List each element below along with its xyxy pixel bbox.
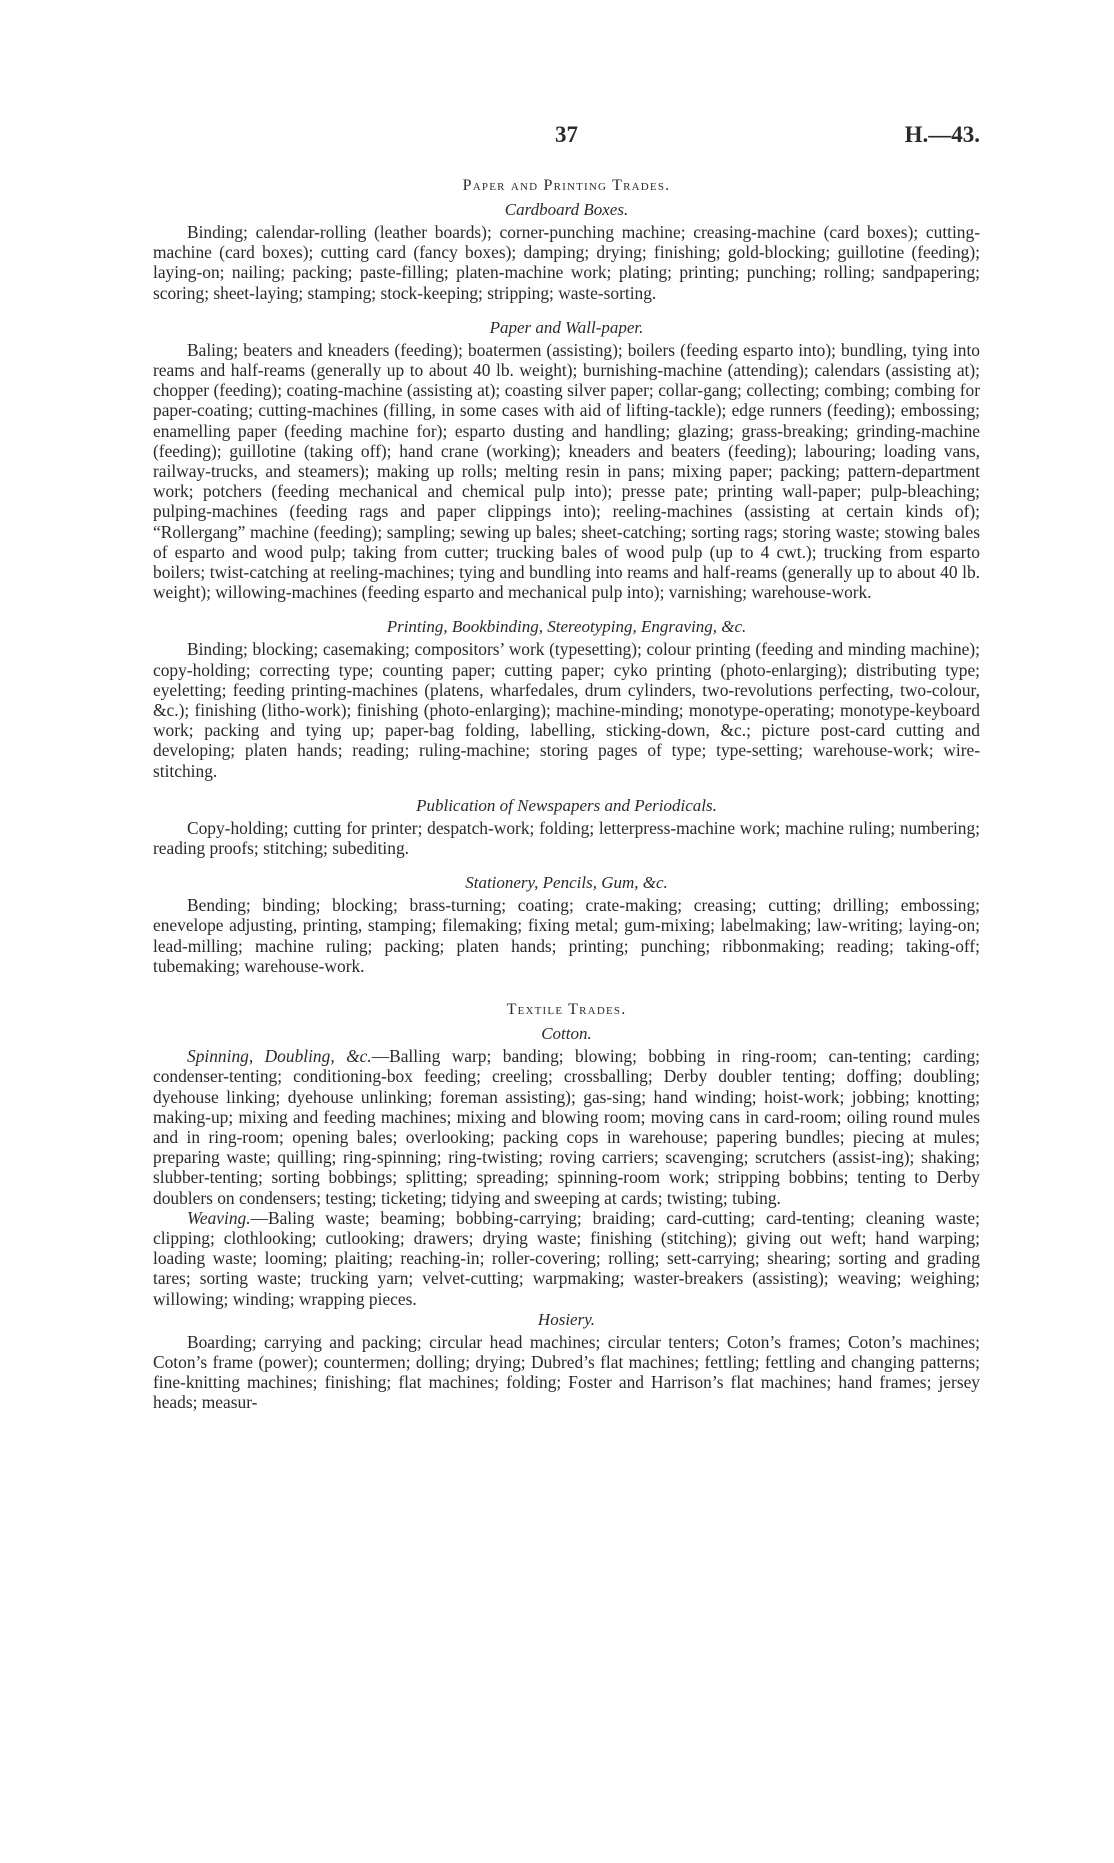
lead-weaving: Weaving. [187, 1207, 251, 1228]
paragraph-cotton-spinning [153, 1046, 980, 1208]
subheading-cardboard: Cardboard Boxes. [504, 200, 629, 219]
lead-spinning: Spinning, Doubling, &c. [187, 1046, 372, 1067]
page-number: 37 [555, 122, 578, 147]
subheading-newspapers: Publication of Newspapers and Periodicals. [416, 795, 717, 815]
page-header [153, 122, 980, 154]
document-reference: H.—43. [904, 122, 980, 147]
paragraph-cotton-weaving [153, 1208, 980, 1309]
page-content [153, 176, 980, 1413]
paragraph-printing: Binding; blocking; casemaking; compositors’ work (typesetting); colour printing (feeding and minding machine); copy-holding; correcting type; counting paper; cutting paper; cyko printing (photo-enlarging); distributing type; eyeletting; feeding printing-machines (platens, wharfedales, drum cylinders, two-revolutions perfecting, two-colour, &c.); finishing (litho-work); finishing (photo-enlarging); machine-minding; monotype-operating; monotype-keyboard work; packing and tying up; paper-bag folding, labelling, sticking-down, &c.; picture post-card cutting and developing; platen hands; reading; ruling-machine; storing pages of type; type-setting; warehouse-work; wire-stitching. [153, 639, 980, 781]
subheading-cotton: Cotton. [541, 1024, 592, 1044]
paragraph-wallpaper: Baling; beaters and kneaders (feeding); boatermen (assisting); boilers (feeding esparto into); bundling, tying into reams and half-reams (generally up to about 40 lb. weight); burnishing-machine (attending); calendars (assisting at); chopper (feeding); coating-machine (assisting at); coasting silver paper; collar-gang; collecting; combing; combing for paper-coating; cutting-machines (filling, in some cases with aid of lifting-tackle); edge runners (feeding); embossing; enamelling paper (feeding machine for); esparto dusting and handling; glazing; grass-breaking; grinding-machine (feeding); guillotine (taking off); hand crane (working); kneaders and beaters (feeding); labouring; loading vans, railway-trucks, and steamers); making up rolls; melting resin in pans; mixing paper; packing; pattern-department work; potchers (feeding mechanical and chemical pulp into); presse pate; printing wall-paper; pulp-bleaching; pulping-machines (feeding rags and paper clippings into); reeling-machines (assisting at certain kinds of); “Rollergang” machine (feeding); sampling; sewing up bales; sheet-catching; sorting rags; storing waste; stowing bales of esparto and wood pulp; taking from cutter; trucking bales of wood pulp (up to 4 cwt.); trucking from esparto boilers; twist-catching at reeling-machines; tying and bundling into reams and half-reams (generally up to about 40 lb. weight); willowing-machines (feeding esparto and mechanical pulp into); varnishing; warehouse-work. [153, 339, 980, 603]
text-spinning: —Balling warp; banding; blowing; bobbing in ring-room; can-tenting; carding; condenser-tenting; conditioning-box feeding; creeling; crossballing; Derby doubler tenting; doffing; doubling; dyehouse linking; dyehouse unlinking; foreman assisting); gas-sing; hand winding; hoist-work; jobbing; knotting; making-up; mixing and feeding machines; mixing and blowing room; moving cans in card-room; oiling round mules and in ring-room; opening bales; overlooking; packing cops in warehouse; papering bundles; piecing at mules; preparing waste; quilling; ring-spinning; ring-twisting; roving carriers; scavenging; scrutchers (assist-ing); shaking; slubber-tenting; sorting bobbings; splitting; spreading; spinning-room work; stripping bobbins; tenting to Derby doublers on condensers; testing; ticketing; tidying and sweeping at cards; twisting; tubing. [153, 1046, 980, 1208]
subheading-printing: Printing, Bookbinding, Stereotyping, Engraving, &c. [386, 617, 747, 637]
section-title-textile: Textile Trades. [506, 1001, 627, 1019]
paragraph-stationery: Bending; binding; blocking; brass-turning; coating; crate-making; creasing; cutting; drilling; embossing; enevelope adjusting, printing, stamping; filemaking; fixing metal; gum-mixing; labelmaking; law-writing; laying-on; lead-milling; machine ruling; packing; platen hands; printing; punching; ribbonmaking; reading; taking-off; tubemaking; warehouse-work. [153, 895, 980, 976]
paragraph-hosiery: Boarding; carrying and packing; circular head machines; circular tenters; Coton’s frames; Coton’s machines; Coton’s frame (power); countermen; dolling; drying; Dubred’s flat machines; fettling; fettling and changing patterns; fine-knitting machines; finishing; flat machines; folding; Foster and Harrison’s flat machines; hand frames; jersey heads; measur- [153, 1331, 980, 1413]
paragraph-cardboard: Binding; calendar-rolling (leather boards); corner-punching machine; creasing-machine (card boxes); cutting-machine (card boxes); cutting card (fancy boxes); damping; drying; finishing; gold-blocking; guillotine (feeding); laying-on; nailing; packing; paste-filling; platen-machine work; plating; printing; punching; rolling; sandpapering; scoring; sheet-laying; stamping; stock-keeping; stripping; waste-sorting. [153, 222, 980, 303]
subheading-stationery: Stationery, Pencils, Gum, &c. [465, 873, 668, 893]
section-title-paper: Paper and Printing Trades. [462, 177, 671, 194]
text-weaving: —Baling waste; beaming; bobbing-carrying; braiding; card-cutting; card-tenting; cleaning waste; clipping; clothlooking; cutlooking; drawers; drying waste; finishing (stitching); giving out weft; hand warping; loading waste; looming; plaiting; reaching-in; roller-covering; rolling; sett-carrying; shearing; sorting and grading tares; sorting waste; trucking yarn; velvet-cutting; warpmaking; waster-breakers (assisting); weaving; weighing; willowing; winding; wrapping pieces. [153, 1207, 980, 1309]
paragraph-newspapers: Copy-holding; cutting for printer; despatch-work; folding; letterpress-machine work; machine ruling; numbering; reading proofs; stitching; subediting. [153, 817, 980, 859]
subheading-wallpaper: Paper and Wall-paper. [489, 317, 644, 337]
subheading-hosiery: Hosiery. [537, 1309, 596, 1329]
